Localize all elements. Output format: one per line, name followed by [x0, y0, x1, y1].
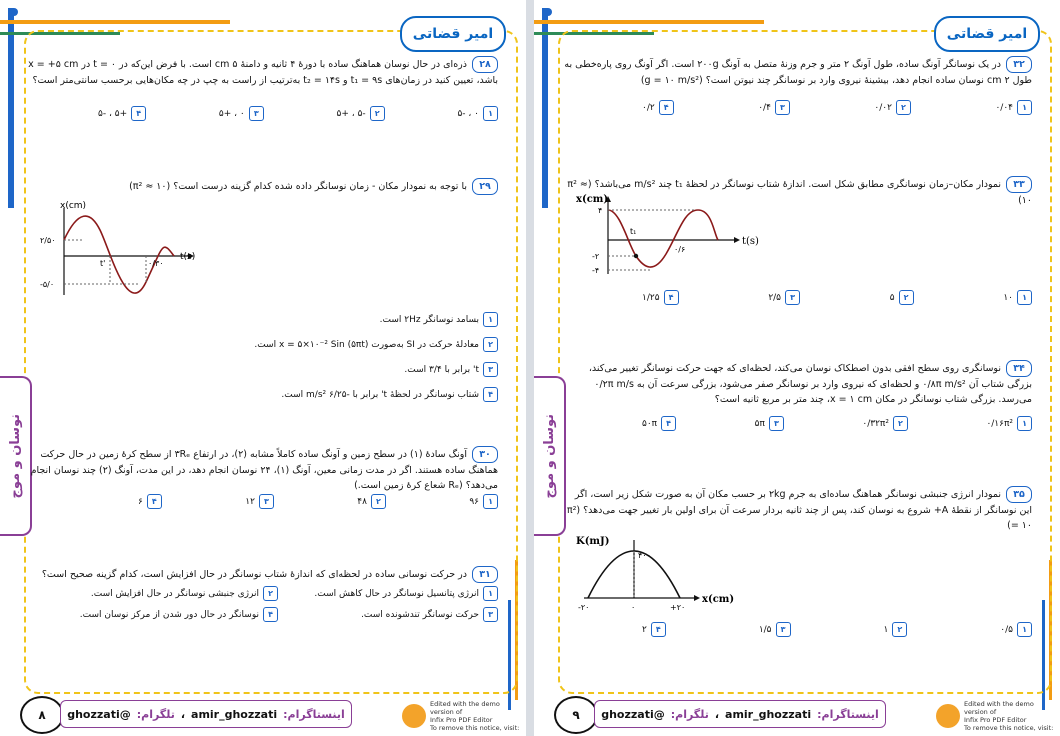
options-29 [38, 312, 498, 402]
telegram-label: تلگرام: [136, 707, 175, 721]
chapter-label: نوسان و موج [541, 413, 557, 499]
question-35 [562, 486, 1032, 533]
option-text: ۰/۵ [1000, 624, 1013, 635]
question-29 [28, 178, 498, 195]
option-2[interactable] [883, 622, 907, 637]
question-text: آونگ سادهٔ (۱) در سطح زمین و آونگ ساده کاملاً مشابه (۲)، در ارتفاع ۳Rₑ از سطح کرهٔ زمین در حال حرکت هماهنگ ساده هستند. اگر در مدت زمانی معین، آونگ (۱)، ۲۴ نوسان انجام دهد، در این مدت، آونگ (۲) چند نوسان انجام می‌دهد؟ (Rₑ شعاع کرهٔ زمین است.) [30, 449, 498, 491]
option-1[interactable] [457, 106, 498, 121]
option-text: ۲ [642, 624, 647, 635]
option-number: ۳ [776, 622, 791, 637]
question-32 [562, 56, 1032, 88]
footer-bar [60, 700, 352, 728]
option-number: ۴ [659, 100, 674, 115]
option-number: ۳ [483, 607, 498, 622]
y-bottom-label: -۴ [592, 266, 600, 275]
options-31 [58, 586, 498, 622]
option-number: ۴ [651, 622, 666, 637]
option-number: ۲ [371, 494, 386, 509]
t1-label: t₁ [630, 227, 637, 236]
question-34 [562, 360, 1032, 407]
instagram-handle[interactable]: amir_ghozzati [725, 707, 812, 721]
option-number: ۲ [263, 586, 278, 601]
position-time-graph [38, 200, 198, 300]
option-text: t' برابر با ۳/۴ است. [404, 364, 479, 375]
option-1[interactable] [38, 312, 498, 327]
option-number: ۱ [1017, 290, 1032, 305]
t-value-label: ۰/۳۰ [148, 259, 164, 268]
options-28 [98, 106, 498, 121]
option-text: معادلهٔ حرکت در SI به‌صورت x = ۵×۱۰⁻² Sin (۵πt) است. [254, 339, 479, 350]
option-number: ۱ [483, 312, 498, 327]
option-text: نوسانگر در حال دور شدن از مرکز نوسان است. [79, 609, 259, 620]
option-text: ۱۰ [1003, 292, 1013, 303]
option-number: ۳ [259, 494, 274, 509]
option-3[interactable] [758, 100, 790, 115]
option-text: ۲/۵ [768, 292, 782, 303]
option-2[interactable] [337, 106, 385, 121]
option-number: ۱ [1017, 100, 1032, 115]
option-number: ۱ [483, 106, 498, 121]
option-text: انرژی پتانسیل نوسانگر در حال کاهش است. [314, 588, 479, 599]
t-prime-label: t' [100, 259, 106, 268]
option-3[interactable] [768, 290, 800, 305]
option-3[interactable] [278, 607, 498, 622]
option-text: -۵ ، +۵ [336, 108, 366, 119]
option-4[interactable] [642, 622, 666, 637]
question-text: در یک نوسانگر آونگ ساده، طول آونگ ۲ متر و جرم وزنهٔ متصل به آونگ ۲۰۰g است. اگر آونگ روی پاره‌خطی به طول ۲ cm نوسان ساده انجام دهد، بیشینهٔ نیروی وارد بر نوسانگر چند نیوتن است؟ (g = ۱۰ m/s²) [564, 59, 1032, 86]
option-1[interactable] [995, 100, 1032, 115]
option-number: ۲ [483, 337, 498, 352]
option-number: ۱ [1017, 622, 1032, 637]
option-number: ۳ [785, 290, 800, 305]
watermark-line: Edited with the demo version of [430, 700, 500, 716]
option-4[interactable] [98, 106, 146, 121]
option-1[interactable] [1000, 622, 1032, 637]
x-left-label: -۲۰ [578, 603, 590, 612]
options-30 [138, 494, 498, 509]
option-number: ۲ [370, 106, 385, 121]
energy-position-graph [574, 534, 734, 614]
option-text: ۱/۵ [758, 624, 772, 635]
option-number: ۴ [664, 290, 679, 305]
option-text: حرکت نوسانگر تندشونده است. [361, 609, 479, 620]
option-text: ۰/۱۶π² [986, 418, 1013, 429]
option-text: ۱ [883, 624, 889, 635]
watermark-line: Infix Pro PDF Editor [430, 716, 493, 724]
option-text: ۱۲ [245, 496, 255, 507]
option-4[interactable] [642, 416, 676, 431]
option-1[interactable] [278, 586, 498, 601]
question-text: ذره‌ای در حال نوسان هماهنگ ساده با دورهٔ ۴ ثانیه و دامنهٔ ۵ cm است. با فرض این‌که در t = ۰ در x = +۵ cm باشد، تعیین کنید در زمان‌های t₁ = ۹s و t₂ = ۱۴s به‌ترتیب از راست به چپ در چه مکان‌هایی برحسب سانتی‌متر است؟ [28, 59, 498, 86]
option-text: ۵ [889, 292, 895, 303]
option-text: +۵ ، -۵ [98, 108, 128, 119]
option-number: ۲ [899, 290, 914, 305]
option-number: ۲ [892, 622, 907, 637]
options-34 [642, 416, 1032, 431]
watermark-line: Edited with the demo version of [964, 700, 1034, 716]
question-text: در حرکت نوسانی ساده در لحظه‌ای که اندازهٔ شتاب نوسانگر در حال افزایش است، کدام گزینه صحیح است؟ [41, 569, 467, 580]
option-text: ۰/۳۲π² [862, 418, 889, 429]
watermark [964, 700, 1058, 732]
question-text: نمودار مکان–زمان نوسانگری مطابق شکل است. اندازهٔ شتاب نوسانگر در لحظهٔ t₁ چند m/s² می‌باشد؟ (π² ≈ ۱۰) [567, 179, 1032, 206]
option-text: ۰ ، -۵ [457, 108, 479, 119]
y-axis-label: K(mJ) [576, 536, 610, 547]
page-number: ۹ [554, 696, 598, 734]
option-4[interactable] [642, 290, 679, 305]
instagram-handle[interactable]: amir_ghozzati [191, 707, 278, 721]
telegram-handle[interactable]: @ghozzati [67, 707, 131, 721]
option-number: ۲ [896, 100, 911, 115]
option-3[interactable] [759, 622, 791, 637]
watermark-line: Infix Pro PDF Editor [964, 716, 1027, 724]
y-axis-label: x(cm) [60, 201, 87, 211]
footer-separator: ، [180, 707, 186, 721]
x-mid-label: ۰ [631, 603, 636, 612]
question-text: نمودار انرژی جنبشی نوسانگر هماهنگ ساده‌ای به جرم ۲kg بر حسب مکان آن به صورت شکل زیر است، اگر این نوسانگر از نقطهٔ A+ شروع به نوسان کند، پس از چند ثانیه بردار سرعت آن برای اولین بار تغییر جهت می‌دهد؟ (π² = ۱۰) [566, 489, 1032, 531]
deco-bar-blue [8, 8, 14, 208]
question-number: ۳۳ [1006, 176, 1032, 193]
option-1[interactable] [469, 494, 498, 509]
y-top-label: ۲/۵۰ [40, 236, 56, 245]
option-number: ۳ [775, 100, 790, 115]
option-number: ۲ [893, 416, 908, 431]
option-2[interactable] [38, 337, 498, 352]
option-text: ۰/۲ [642, 102, 655, 113]
watermark-logo-icon [402, 704, 426, 728]
option-number: ۱ [1017, 416, 1032, 431]
deco-bar-orange [0, 20, 230, 24]
x-axis-label: t(s) [742, 236, 759, 247]
option-3[interactable] [755, 416, 784, 431]
author-title: امیر قضاتی [400, 16, 506, 52]
option-4[interactable] [642, 100, 674, 115]
question-number: ۳۴ [1006, 360, 1032, 377]
x-axis-label: x(cm) [702, 594, 734, 605]
option-2[interactable] [862, 416, 908, 431]
option-text: شتاب نوسانگر در لحظهٔ t' برابر با -۶/۲۵ m/s² است. [281, 389, 479, 400]
instagram-label: اینستاگرام: [283, 707, 345, 721]
question-30 [28, 446, 498, 493]
y-mid-label: -۲ [592, 252, 600, 261]
option-number: ۳ [483, 362, 498, 377]
option-text: ۰ ، +۵ [218, 108, 245, 119]
options-32 [642, 100, 1032, 115]
option-1[interactable] [1003, 290, 1032, 305]
question-number: ۳۵ [1006, 486, 1032, 503]
page-number: ۸ [20, 696, 64, 734]
option-2[interactable] [58, 586, 278, 601]
chapter-label: نوسان و موج [7, 413, 23, 499]
deco-dot [10, 8, 18, 16]
question-number: ۳۰ [472, 446, 498, 463]
question-number: ۲۹ [472, 178, 498, 195]
option-number: ۳ [769, 416, 784, 431]
option-number: ۳ [249, 106, 264, 121]
deco-dot [544, 8, 552, 16]
deco-bar-orange [534, 20, 764, 24]
y-top-label: ۴ [598, 206, 603, 215]
page-gutter [526, 0, 534, 736]
option-text: ۰/۰۲ [874, 102, 892, 113]
position-time-graph [574, 194, 774, 278]
option-3[interactable] [38, 362, 498, 377]
question-number: ۳۱ [472, 566, 498, 583]
x-axis-label: t(s) [180, 252, 196, 262]
option-number: ۴ [661, 416, 676, 431]
option-2[interactable] [874, 100, 911, 115]
footer-bar [594, 700, 886, 728]
option-text: ۴۸ [357, 496, 367, 507]
option-text: ۶ [138, 496, 143, 507]
y-bottom-label: -۵/۰ [40, 280, 55, 289]
watermark-logo-icon [936, 704, 960, 728]
option-text: ۹۶ [469, 496, 479, 507]
question-text: با توجه به نمودار مکان - زمان نوسانگر داده شده کدام گزینه درست است؟ (π² ≈ ۱۰) [129, 181, 467, 192]
option-3[interactable] [219, 106, 264, 121]
option-text: ۵π [754, 418, 765, 429]
option-4[interactable] [58, 607, 278, 622]
watermark-line: To remove this notice, visit: [430, 724, 520, 732]
options-35 [642, 622, 1032, 637]
x-right-label: +۲۰ [670, 603, 686, 612]
question-number: ۳۲ [1006, 56, 1032, 73]
option-number: ۱ [483, 586, 498, 601]
deco-bar-blue [542, 8, 548, 208]
telegram-handle[interactable]: @ghozzati [601, 707, 665, 721]
option-text: انرژی جنبشی نوسانگر در حال افزایش است. [90, 588, 259, 599]
option-text: بسامد نوسانگر ۲Hz است. [379, 314, 479, 325]
option-1[interactable] [986, 416, 1032, 431]
option-number: ۱ [483, 494, 498, 509]
options-33 [642, 290, 1032, 305]
option-4[interactable] [38, 387, 498, 402]
option-3[interactable] [245, 494, 274, 509]
instagram-label: اینستاگرام: [817, 707, 879, 721]
y-axis-label: x(cm) [576, 194, 609, 205]
option-4[interactable] [138, 494, 162, 509]
question-number: ۲۸ [472, 56, 498, 73]
option-text: ۰/۴ [758, 102, 771, 113]
option-number: ۴ [483, 387, 498, 402]
author-title: امیر قضاتی [934, 16, 1040, 52]
watermark [430, 700, 524, 732]
right-page [534, 0, 1060, 736]
option-text: ۱/۲۵ [642, 292, 660, 303]
question-text: نوسانگری روی سطح افقی بدون اصطکاک نوسان می‌کند، لحظه‌ای که جهت حرکت نوسانگر تغییر می‌کند، بزرگی شتاب آن ۰/۸π m/s² و لحظه‌ای که نیروی وارد بر نوسانگر صفر می‌شود، بزرگی سرعت آن به ۰/۲π m/s می‌رسد. بزرگی شتاب نوسانگر در مکان x = ۱ cm، چند متر بر مربع ثانیه است؟ [588, 363, 1032, 405]
t-value-label: ۰/۶ [674, 245, 686, 254]
left-page [0, 0, 526, 736]
option-2[interactable] [890, 290, 914, 305]
telegram-label: تلگرام: [670, 707, 709, 721]
option-number: ۴ [263, 607, 278, 622]
option-2[interactable] [357, 494, 386, 509]
peak-label: ۴۰۰ [638, 551, 651, 560]
question-28 [28, 56, 498, 88]
option-number: ۴ [131, 106, 146, 121]
option-number: ۴ [147, 494, 162, 509]
watermark-line: To remove this notice, visit: [964, 724, 1054, 732]
question-31 [28, 566, 498, 583]
footer-separator: ، [714, 707, 720, 721]
option-text: ۵۰π [642, 418, 658, 429]
option-text: ۰/۰۴ [995, 102, 1013, 113]
